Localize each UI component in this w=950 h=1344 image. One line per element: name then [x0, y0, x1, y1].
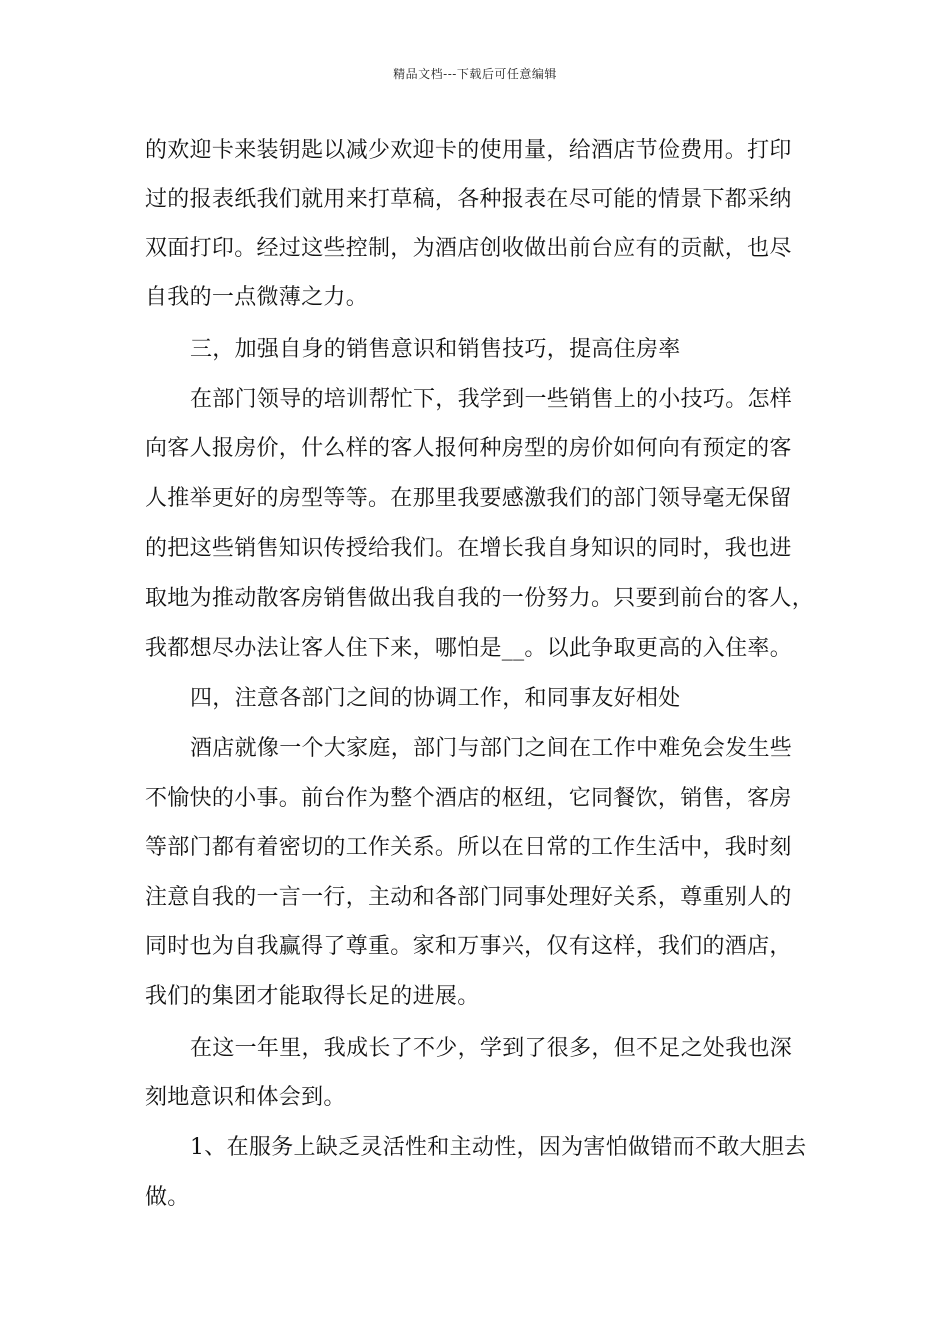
paragraph-line: 在这一年里，我成长了不少，学到了很多，但不足之处我也深: [190, 1036, 793, 1061]
paragraph-line: 的把这些销售知识传授给我们。在增长我自身知识的同时，我也进: [145, 536, 792, 561]
paragraph-line: 双面打印。经过这些控制，为酒店创收做出前台应有的贡献，也尽: [145, 236, 792, 261]
paragraph-line: 注意自我的一言一行，主动和各部门同事处理好关系，尊重别人的: [145, 885, 792, 910]
section-heading: 三，加强自身的销售意识和销售技巧，提高住房率: [190, 337, 681, 362]
paragraph-line: 不愉快的小事。前台作为整个酒店的枢纽，它同餐饮，销售，客房: [145, 786, 792, 811]
paragraph-line: 自我的一点微薄之力。: [145, 285, 369, 310]
paragraph-line: 在部门领导的培训帮忙下，我学到一些销售上的小技巧。怎样: [190, 387, 793, 412]
paragraph-line: 同时也为自我赢得了尊重。家和万事兴，仅有这样，我们的酒店，: [145, 934, 792, 959]
section-heading: 四，注意各部门之间的协调工作，和同事友好相处: [190, 686, 681, 711]
paragraph-line: 酒店就像一个大家庭，部门与部门之间在工作中难免会发生些: [190, 736, 793, 761]
list-item: 1、在服务上缺乏灵活性和主动性，因为害怕做错而不敢大胆去: [190, 1135, 807, 1160]
paragraph-line: 我们的集团才能取得长足的进展。: [145, 984, 480, 1009]
paragraph-line: 取地为推动散客房销售做出我自我的一份努力。只要到前台的客人，: [145, 586, 815, 611]
paragraph-line: 刻地意识和体会到。: [145, 1085, 346, 1110]
paragraph-line: 向客人报房价，什么样的客人报何种房型的房价如何向有预定的客: [145, 436, 792, 461]
paragraph-line: 过的报表纸我们就用来打草稿，各种报表在尽可能的情景下都采纳: [145, 187, 792, 212]
paragraph-line: 等部门都有着密切的工作关系。所以在日常的工作生活中，我时刻: [145, 835, 792, 860]
paragraph-line: 我都想尽办法让客人住下来，哪怕是__。以此争取更高的入住率。: [145, 636, 793, 661]
paragraph-line: 的欢迎卡来装钥匙以减少欢迎卡的使用量，给酒店节俭费用。打印: [145, 138, 792, 163]
paragraph-line: 人推举更好的房型等等。在那里我要感激我们的部门领导毫无保留: [145, 486, 792, 511]
page-header: 精品文档---下载后可任意编辑: [393, 67, 557, 81]
paragraph-line: 做。: [145, 1185, 190, 1210]
